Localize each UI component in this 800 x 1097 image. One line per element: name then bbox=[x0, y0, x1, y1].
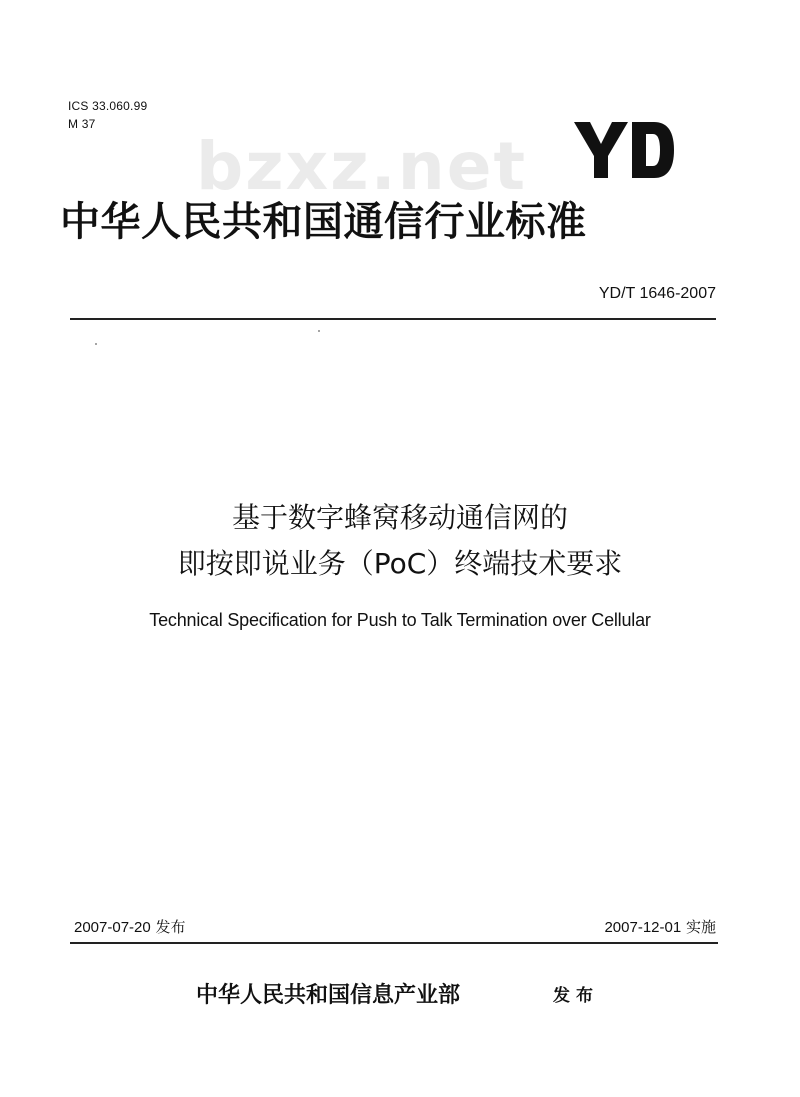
issue-label: 发布 bbox=[155, 918, 186, 936]
implementation-date bbox=[604, 917, 716, 938]
scan-speck bbox=[318, 330, 320, 332]
classification-code: M 37 bbox=[68, 117, 96, 131]
footer-divider bbox=[70, 942, 718, 944]
scan-speck bbox=[95, 343, 97, 345]
standard-number: YD/T 1646-2007 bbox=[598, 285, 716, 302]
implementation-label: 实施 bbox=[685, 918, 716, 936]
document-title-en: Technical Specification for Push to Talk Termination over Cellular bbox=[149, 610, 651, 630]
logo-letter-y bbox=[574, 122, 628, 178]
implementation-date-value: 2007-12-01 bbox=[604, 919, 682, 936]
issue-date-value: 2007-07-20 bbox=[74, 919, 151, 936]
issue-date bbox=[74, 917, 186, 938]
publish-label: 发布 bbox=[553, 986, 599, 1006]
document-title-zh-line1: 基于数字蜂窝移动通信网的 bbox=[231, 501, 568, 534]
issuing-body-title: 中华人民共和国通信行业标准 bbox=[60, 199, 587, 245]
logo-letter-d bbox=[632, 122, 674, 178]
publisher-name: 中华人民共和国信息产业部 bbox=[196, 982, 461, 1008]
yd-logo bbox=[574, 118, 678, 182]
ics-code: ICS 33.060.99 bbox=[68, 99, 148, 113]
watermark: bzxz.net bbox=[196, 128, 528, 205]
header-divider bbox=[70, 318, 716, 320]
document-title-zh-line2: 即按即说业务（PoC）终端技术要求 bbox=[177, 547, 623, 580]
